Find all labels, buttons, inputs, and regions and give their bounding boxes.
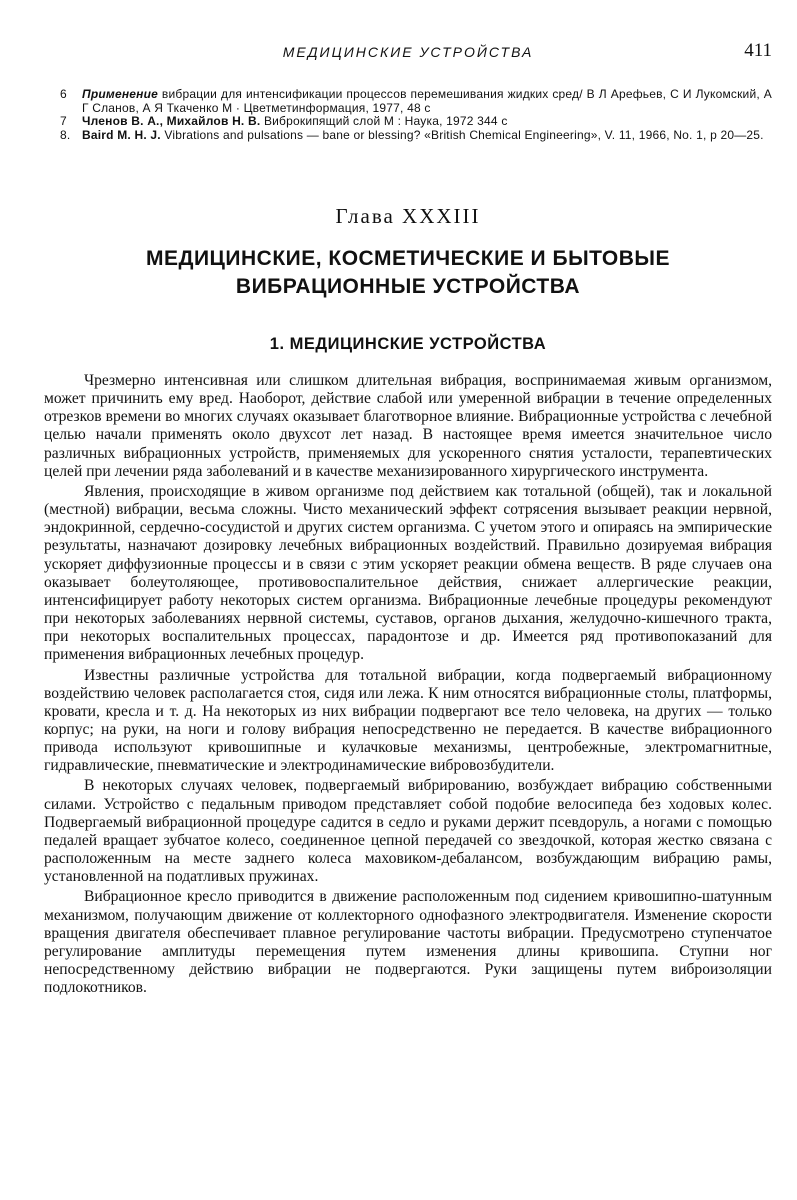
reference-list [44,88,772,142]
chapter-title-line: ВИБРАЦИОННЫЕ УСТРОЙСТВА [235,275,581,298]
reference-item [44,129,772,143]
reference-text [82,88,772,115]
paragraph: Вибрационное кресло приводится в движение расположенным под сидением кривошипно-шатунным механизмом, получающим движение от коллекторного однофазного электродвигателя. Изменение скорости вращения двигателя обеспечивает плавное регулирование частоты вибрации. Предусмотрено ступенчатое регулирование амплитуды перемещения путем изменения длины кривошипа. Ступни ног непосредственному действию вибрации не подвергаются. Руки защищены путем виброизоляции подлокотников. [44,888,772,997]
reference-number: 7 [60,114,67,128]
section-title: 1. МЕДИЦИНСКИЕ УСТРОЙСТВА [269,335,547,353]
reference-body: Виброкипящий слой М : Наука, 1972 344 с [260,114,508,128]
reference-body: вибрации для интенсификации процессов перемешивания жидких сред/ В Л Арефьев, С И Лукомский, А Г Сланов, А Я Ткаченко М · Цветметинформация, 1977, 48 с [82,87,772,115]
paragraph: Явления, происходящие в живом организме под действием как тотальной (общей), так и локальной (местной) вибрации, весьма сложны. Чисто механический эффект сотрясения вызывает реакции нервной, эндокринной, сердечно-сосудистой и других систем организма. С учетом этого и опираясь на эмпирические результаты, назначают дозировку лечебных вибрационных воздействий. Правильно дозируемая вибрация ускоряет диффузионные процессы и в связи с этим ускоряет реакции обмена веществ. В ряде случаев она оказывает болеутоляющее, противовоспалительное действия, снижает аллергические реакции, интенсифицирует работу некоторых систем организма. Вибрационные лечебные процедуры рекомендуют при некоторых заболеваниях нервной системы, суставов, органов дыхания, желудочно-кишечного тракта, при некоторых воспалительных процессах, парадонтозе и др. Имеется ряд противопоказаний для применения вибрационных лечебных процедур. [44,482,772,664]
reference-item [44,88,772,115]
reference-lead-word: Применение [82,87,159,101]
paragraph: Чрезмерно интенсивная или слишком длительная вибрация, воспринимаемая живым организмом, может причинить ему вред. Наоборот, действие слабой или умеренной вибрации в течение определенных отрезков времени во многих случаях оказывает благотворное влияние. Вибрационные устройства с лечебной целью начали применять около двухсот лет назад. В настоящее время имеется значительное число различных вибрационных устройств, применяемых для ускоренного снятия усталости, терапевтических целей при лечении ряда заболеваний и в качестве механизированного хирургического инструмента. [44,372,772,480]
chapter-title-line: МЕДИЦИНСКИЕ, КОСМЕТИЧЕСКИЕ И БЫТОВЫЕ [146,247,670,270]
chapter-title [44,245,772,301]
book-page [44,40,772,999]
reference-item [44,115,772,129]
reference-text [82,115,772,129]
chapter-label: Глава XXXIII [335,204,481,228]
reference-number: 8. [60,127,71,142]
paragraph: Известны различные устройства для тотальной вибрации, когда подвергаемый вибрационному воздействию человек располагается стоя, сидя или лежа. К ним относятся вибрационные столы, платформы, кровати, кресла и т. д. На некоторых из них вибрации подвергают все тело человека, на других — только корпус; на руки, на ноги и голову вибрация непосредственно не передается. В качестве вибрационного привода используют кривошипные и кулачковые механизмы, центробежные, электромагнитные, гидравлические, пневматические и электродинамические вибровозбудители. [44,666,772,775]
running-title: МЕДИЦИНСКИЕ УСТРОЙСТВА [282,44,534,60]
page-number: 411 [744,40,772,61]
reference-body: Vibrations and pulsations — bane or blessing? «British Chemical Engineering», V. 11, 1966, No. 1, p 20—25. [160,127,764,142]
reference-text [82,129,772,143]
reference-authors: Baird M. H. J. [82,127,161,142]
body-text [44,372,772,997]
reference-authors: Членов В. А., Михайлов Н. В. [82,114,261,128]
reference-number: 6 [60,87,67,101]
running-header [44,40,772,64]
paragraph: В некоторых случаях человек, подвергаемый вибрированию, возбуждает вибрацию собственными силами. Устройство с педальным приводом представляет собой подобие велосипеда без ходовых колес. Подвергаемый вибрационной процедуре садится в седло и руками держит псевдоруль, а ногами с помощью педалей вращает зубчатое колесо, соединенное цепной передачей со звездочкой, которая жестко связана с расположенным на месте заднего колеса маховиком-дебалансом, возбуждающим вибрацию рамы, установленной на податливых пружинах. [44,777,772,886]
